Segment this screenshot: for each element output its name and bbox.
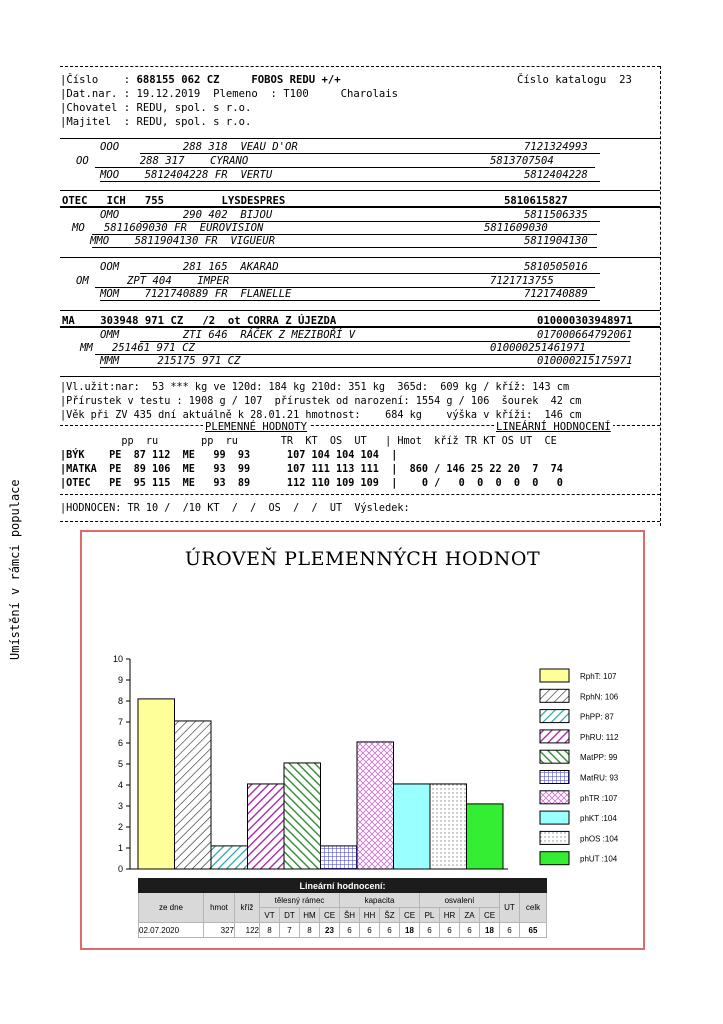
col-ut: UT [500, 893, 520, 923]
sub-col-2: HM [300, 908, 320, 923]
pedigree-omo: OMO 290 402 BIJOU [100, 209, 273, 221]
underline [100, 300, 600, 301]
divider [60, 376, 660, 377]
pedigree-omo-num: 5811506335 [524, 209, 588, 221]
pedigree-omm-num: 017000664792061 [537, 329, 633, 341]
y-tick-label: 2 [117, 822, 123, 832]
value-cell-7: 6 [340, 923, 360, 938]
underline [100, 367, 630, 368]
ph-row-matka: |MATKA PE 89 106 ME 93 99 107 111 113 111 | 860 / 146 25 22 20 7 74 [60, 464, 563, 475]
performance-row-2: |Přírustek v testu : 1908 g / 107 přírustek od narození: 1554 g / 106 šourek 42 cm [60, 396, 582, 407]
header-row-3: |Chovatel : REDU, spol. s r.o. [60, 102, 252, 114]
pedigree-om-num: 7121713755 [490, 275, 554, 287]
value-cell-5: 8 [300, 923, 320, 938]
underline [140, 153, 600, 154]
col-celk: celk [520, 893, 547, 923]
pedigree-oom: OOM 281 165 AKARAD [100, 261, 279, 273]
legend-label-9: phUT :104 [580, 854, 618, 864]
underline [100, 181, 600, 182]
col-kriz: kříž [235, 893, 260, 923]
pedigree-mm: MM 251461 971 CZ [80, 342, 195, 354]
col-ze-dne: ze dne [139, 893, 204, 923]
pedigree-otec: OTEC ICH 755 LYSDESPRES [62, 195, 286, 207]
pedigree-moo-num: 5812404228 [524, 169, 588, 181]
value-cell-13: 6 [460, 923, 480, 938]
pedigree-mo-num: 5811609030 [484, 222, 548, 234]
pedigree-mm-num: 010000251461971 [490, 342, 586, 354]
y-tick-label: 3 [117, 801, 123, 811]
pedigree-moo: MOO 5812404228 FR VERTU [100, 169, 273, 181]
sub-col-7: CE [400, 908, 420, 923]
header-row-4: |Majitel : REDU, spol. s r.o. [60, 116, 252, 128]
top-rule [60, 66, 660, 67]
pedigree-mom: MOM 7121740889 FR FLANELLE [100, 288, 292, 300]
y-tick-label: 6 [117, 738, 123, 748]
divider [60, 190, 660, 191]
legend-label-5: MatRU: 93 [580, 773, 619, 783]
sub-col-3: CE [320, 908, 340, 923]
pedigree-mo: MO 5811609030 FR EUROVISION [72, 222, 264, 234]
value-cell-2: 122 [235, 923, 260, 938]
sub-col-10: ZA [460, 908, 480, 923]
y-tick-label: 10 [112, 654, 123, 664]
value-cell-16: 65 [520, 923, 547, 938]
sub-col-1: DT [280, 908, 300, 923]
catalog-number: Číslo katalogu 23 [517, 74, 632, 86]
performance-row-1: |Vl.užit:nar: 53 *** kg ve 120d: 184 kg 210d: 351 kg 365d: 609 kg / kříž: 143 cm [60, 382, 570, 393]
sub-col-0: VT [260, 908, 280, 923]
underline [140, 273, 600, 274]
pedigree-oo: OO 288 317 CYRANO [76, 155, 249, 167]
group-osvaleni: osvalení [420, 893, 500, 908]
ph-head: pp ru pp ru TR KT OS UT | Hmot kříž TR KT OS UT CE [60, 436, 557, 447]
linear-eval-title: Lineární hodnocení: [139, 879, 547, 893]
y-tick-label: 9 [117, 675, 123, 685]
pedigree-omm: OMM ZTI 646 RÁČEK Z MEZIBOŘÍ V [100, 329, 356, 341]
sub-col-5: HH [360, 908, 380, 923]
legend-label-6: phTR :107 [580, 793, 618, 803]
value-cell-6: 23 [320, 923, 340, 938]
linear-eval-table [138, 878, 547, 938]
pedigree-mmo-num: 5811904130 [524, 235, 588, 247]
divider [60, 138, 660, 139]
sub-col-6: ŠZ [380, 908, 400, 923]
col-hmot: hmot [204, 893, 235, 923]
legend-label-2: PhPP: 87 [580, 712, 614, 722]
legend-label-8: phOS :104 [580, 834, 619, 844]
value-cell-0: 02.07.2020 [139, 923, 204, 938]
pedigree-mmm: MMM 215175 971 CZ [100, 355, 241, 367]
y-tick-label: 4 [117, 780, 123, 790]
pedigree-mmo: MMO 5811904130 FR VIGUEUR [90, 235, 275, 247]
sub-col-9: HR [440, 908, 460, 923]
value-cell-8: 6 [360, 923, 380, 938]
value-cell-1: 327 [204, 923, 235, 938]
hodnoceni-row: |HODNOCEN: TR 10 / /10 KT / / OS / / UT Výsledek: [60, 503, 410, 514]
ph-row-byk: |BÝK PE 87 112 ME 99 93 107 104 104 104 | [60, 450, 398, 461]
chart-title: ÚROVEŇ PLEMENNÝCH HODNOT [184, 548, 541, 570]
legend-label-7: phKT :104 [580, 814, 617, 824]
pedigree-ooo-num: 7121324993 [524, 141, 588, 153]
y-tick-label: 0 [117, 864, 123, 874]
value-cell-14: 18 [480, 923, 500, 938]
legend-label-0: RphT: 107 [580, 672, 617, 681]
pedigree-mom-num: 7121740889 [524, 288, 588, 300]
sub-col-8: PL [420, 908, 440, 923]
underline [92, 247, 597, 248]
divider [60, 206, 660, 208]
group-ramec: tělesný rámec [260, 893, 340, 908]
performance-row-3: |Věk při ZV 435 dní aktuálně k 28.01.21 hmotnost: 684 kg výška v kříži: 146 cm [60, 410, 582, 421]
y-axis-label: Umístění v rámci populace [8, 479, 22, 660]
y-tick-label: 8 [117, 696, 123, 706]
value-cell-11: 6 [420, 923, 440, 938]
legend-label-1: RphN: 106 [580, 692, 619, 702]
animal-name: FOBOS REDU +/+ [251, 74, 341, 86]
pedigree-oom-num: 5810505016 [524, 261, 588, 273]
right-border [660, 66, 661, 526]
pedigree-oo-num: 5813707504 [490, 155, 554, 167]
value-cell-4: 7 [280, 923, 300, 938]
ph-row-otec: |OTEC PE 95 115 ME 93 89 112 110 109 109 | 0 / 0 0 0 0 0 0 [60, 478, 563, 489]
pedigree-ma: MA 303948 971 CZ /2 ot CORRA Z ÚJEZDA [62, 315, 337, 327]
pedigree-mmm-num: 010000215175971 [537, 355, 633, 367]
divider [60, 310, 660, 311]
sub-col-11: CE [480, 908, 500, 923]
pedigree-ooo: OOO 288 318 VEAU D'OR [100, 141, 298, 153]
pedigree-otec-num: 5810615827 [504, 195, 568, 207]
value-cell-3: 8 [260, 923, 280, 938]
divider [60, 326, 660, 328]
header-row-2: |Dat.nar. : 19.12.2019 Plemeno : T100 Charolais [60, 88, 399, 100]
divider [60, 494, 660, 495]
legend-label-3: PhRU: 112 [580, 732, 619, 742]
animal-number: 688155 062 CZ [136, 74, 220, 86]
lin-title: LINEÁRNÍ HODNOCENÍ [496, 421, 611, 433]
value-cell-15: 6 [500, 923, 520, 938]
sub-col-4: ŠH [340, 908, 360, 923]
divider [60, 257, 660, 258]
y-tick-label: 7 [117, 717, 123, 727]
bottom-rule [60, 521, 660, 522]
value-cell-12: 6 [440, 923, 460, 938]
underline [95, 167, 595, 168]
group-kapacita: kapacita [340, 893, 420, 908]
ph-title: PLEMENNÉ HODNOTY [205, 421, 308, 433]
header-row-1: |Číslo : 688155 062 CZ FOBOS REDU +/+ [60, 74, 341, 86]
value-cell-9: 6 [380, 923, 400, 938]
pedigree-ma-num: 010000303948971 [537, 315, 633, 327]
y-tick-label: 1 [117, 843, 123, 853]
y-tick-label: 5 [117, 759, 123, 769]
pedigree-om: OM ZPT 404 IMPER [76, 275, 230, 287]
value-cell-10: 18 [400, 923, 420, 938]
legend-label-4: MatPP: 99 [580, 753, 618, 763]
